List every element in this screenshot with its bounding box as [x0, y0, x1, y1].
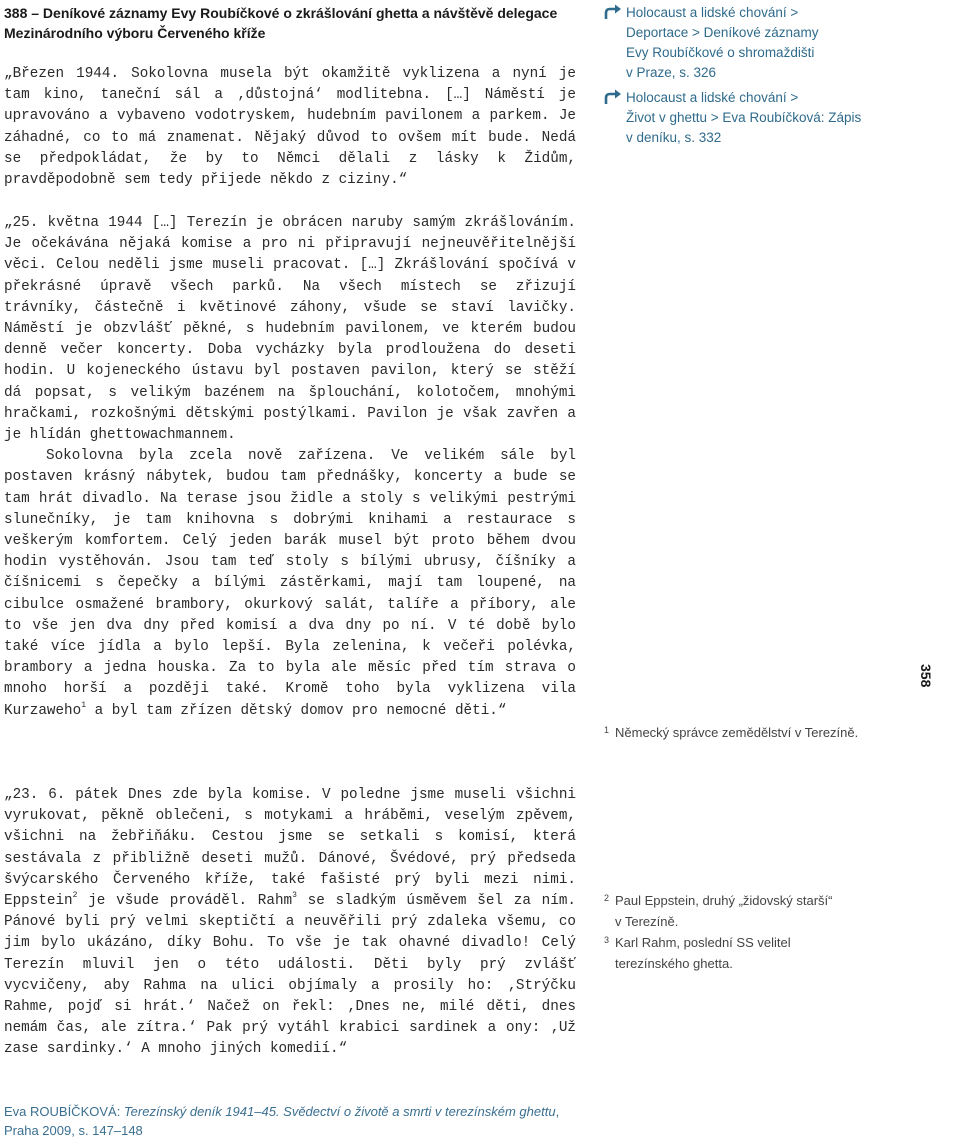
footnote-text: Německý správce zemědělství v Terezíně. [615, 725, 859, 740]
cross-reference-text[interactable] [604, 88, 864, 148]
entry-june-paragraph [4, 785, 576, 1061]
xref-line[interactable]: v deníku, s. 332 [626, 130, 722, 145]
entry-may-paragraph-b [4, 446, 576, 722]
footnote-marker-3[interactable]: 3 [292, 891, 297, 901]
xref-line[interactable]: v Praze, s. 326 [626, 65, 717, 80]
heading-line-1: 388 – Deníkové záznamy Evy Roubíčkové o zkrášlování ghetta a návštěvě delegace [4, 5, 558, 21]
cross-reference-deportation[interactable] [604, 3, 864, 83]
footnote-number: 2 [604, 893, 610, 903]
diary-entry-june [4, 785, 576, 1061]
page-number: 358 [918, 664, 934, 688]
footnote-line: terezínského ghetta. [615, 956, 733, 971]
footnote-text [604, 890, 874, 932]
xref-line[interactable]: Evy Roubíčkové o shromaždišti [626, 45, 815, 60]
arrow-link-icon [604, 4, 622, 20]
footnote-text [604, 932, 874, 974]
source-author: Eva ROUBÍČKOVÁ: [4, 1104, 124, 1119]
xref-line[interactable]: Holocaust a lidské chování > [626, 90, 799, 105]
document-heading [4, 3, 564, 43]
arrow-link-icon [604, 89, 622, 105]
source-publication: Praha 2009, s. 147–148 [4, 1123, 143, 1138]
entry-may-text-b2: a byl tam zřízen dětský domov pro nemocné děti.“ [86, 702, 507, 719]
entry-may-text-b1: Sokolovna byla zcela nově zařízena. Ve velikém sále byl postaven krásný nábytek, budou tam přednášky, koncerty a bude se tam hrát divadlo. Na terase jsou židle a stoly s velikými pestrými slunečníky, je tam knihovna s dobrými knihami a restaurace s veškerým komfortem. Celý jeden barák musel být proto během dvou hodin vystěhován. Jsou tam teď stoly s bílými ubrusy, číšníky a číšnicemi s čepečky a bílými zástěrkami, mají tam loupené, na cibulce osmažené brambory, okurkový salát, talíře a příbory, ale to vše jen dva dny před komisí a dva dny po ní. V té době bylo také více jídla a bylo lepší. Byla zelenina, k večeři polévka, brambory a jedna houska. Za to byla ale měsíc před tím strava o mnoho horší a později také. Kromě toho byla vyklizena vila Kurzaweho [4, 448, 576, 719]
xref-line[interactable]: Holocaust a lidské chování > [626, 5, 799, 20]
diary-entry-march [4, 64, 576, 191]
source-citation [4, 1102, 584, 1140]
entry-june-text-2: je všude prováděl. Rahm [77, 893, 293, 910]
entry-june-text-1: „23. 6. pátek Dnes zde byla komise. V poledne jsme museli všichni vyrukovat, pěkně oblečeni, s motykami a hráběmi, veselým zpěvem, všichni na žebřiňáku. Cestou jsme se setkali s komisí, která sestávala z přibližně deseti mužů. Dánové, Švédové, prý předseda švýcarského Červeného kříže, také fašisté prý byli mezi nimi. Eppstein [4, 787, 576, 910]
diary-entry-may [4, 213, 576, 722]
heading-line-2: Mezinárodního výboru Červeného kříže [4, 25, 266, 41]
footnote-line: Karl Rahm, poslední SS velitel [615, 935, 791, 950]
footnote-marker-2[interactable]: 2 [72, 891, 78, 901]
cross-reference-ghetto-life[interactable] [604, 88, 864, 148]
xref-line[interactable]: Život v ghettu > Eva Roubíčková: Zápis [626, 110, 862, 125]
footnote-line: Paul Eppstein, druhý „židovský starší“ [615, 893, 833, 908]
footnote-3 [604, 932, 874, 974]
footnote-number: 1 [604, 725, 610, 735]
footnote-number: 3 [604, 935, 610, 945]
xref-line[interactable]: Deportace > Deníkové záznamy [626, 25, 819, 40]
source-title: Terezínský deník 1941–45. Svědectví o životě a smrti v terezínském ghettu [123, 1104, 556, 1119]
footnote-1 [604, 722, 874, 743]
entry-may-text-a: „25. května 1944 […] Terezín je obrácen naruby samým zkrášlováním. Je očekávána nějaká komise a pro ni připravují nejneuvěřitelnější věci. Celou neděli jsme museli pracovat. […] Zkrášlování spočívá v překrásné úpravě všech parků. Na všech místech se zřizují trávníky, částečně i květinové záhony, všude se staví lavičky. Náměstí je obzvlášť pěkné, s hudebním pavilonem, ve kterém budou denně večer koncerty. Doba vycházky byla prodloužena do deseti hodin. U kojeneckého ústavu byl postaven pavilon, který se stěží dá popsat, s velikým bazénem na šplouchání, kolotočem, mnohými hračkami, rozkošnými dětskými postýlkami. Pavilon je však zavřen a je hlídán ghettowachmannem. [4, 215, 576, 444]
entry-march-text: „Březen 1944. Sokolovna musela být okamžitě vyklizena a nyní je tam kino, taneční sál a ‚důstojná‘ modlitebna. […] Náměstí je upravováno a vybaveno vodotryskem, hudebním pavilonem a parkem. Je záhadné, co to má znamenat. Nějaký důvod to ovšem mít bude. Nedá se předpokládat, že by to Němci dělali z lásky k Židům, pravděpodobně sem tedy přijede někdo z ciziny.“ [4, 66, 576, 189]
source-separator: , [555, 1104, 560, 1119]
entry-june-text-3: se sladkým úsměvem šel za ním. Pánové byli prý velmi skeptičtí a neuvěřili prý zdaleka všemu, co jim bylo ukázáno, díky Bohu. To vše je tak ohavné divadlo! Celý Terezín mluvil jen o této události. Děti byly prý zvlášť vycvičeny, aby Rahma na ulici objímaly a prosily ho: ‚Strýčku Rahme, pojď si hrát.‘ Načež on řekl: ‚Dnes ne, milé děti, dnes nemám čas, ale zítra.‘ Pak prý vytáhl krabici sardinek a ony: ‚Už zase sardinky.‘ A mnoho jiných komedií.“ [4, 893, 576, 1058]
footnote-line: v Terezíně. [615, 914, 679, 929]
footnote-marker-1[interactable]: 1 [81, 700, 87, 710]
cross-reference-text[interactable] [604, 3, 864, 83]
footnote-2 [604, 890, 874, 932]
